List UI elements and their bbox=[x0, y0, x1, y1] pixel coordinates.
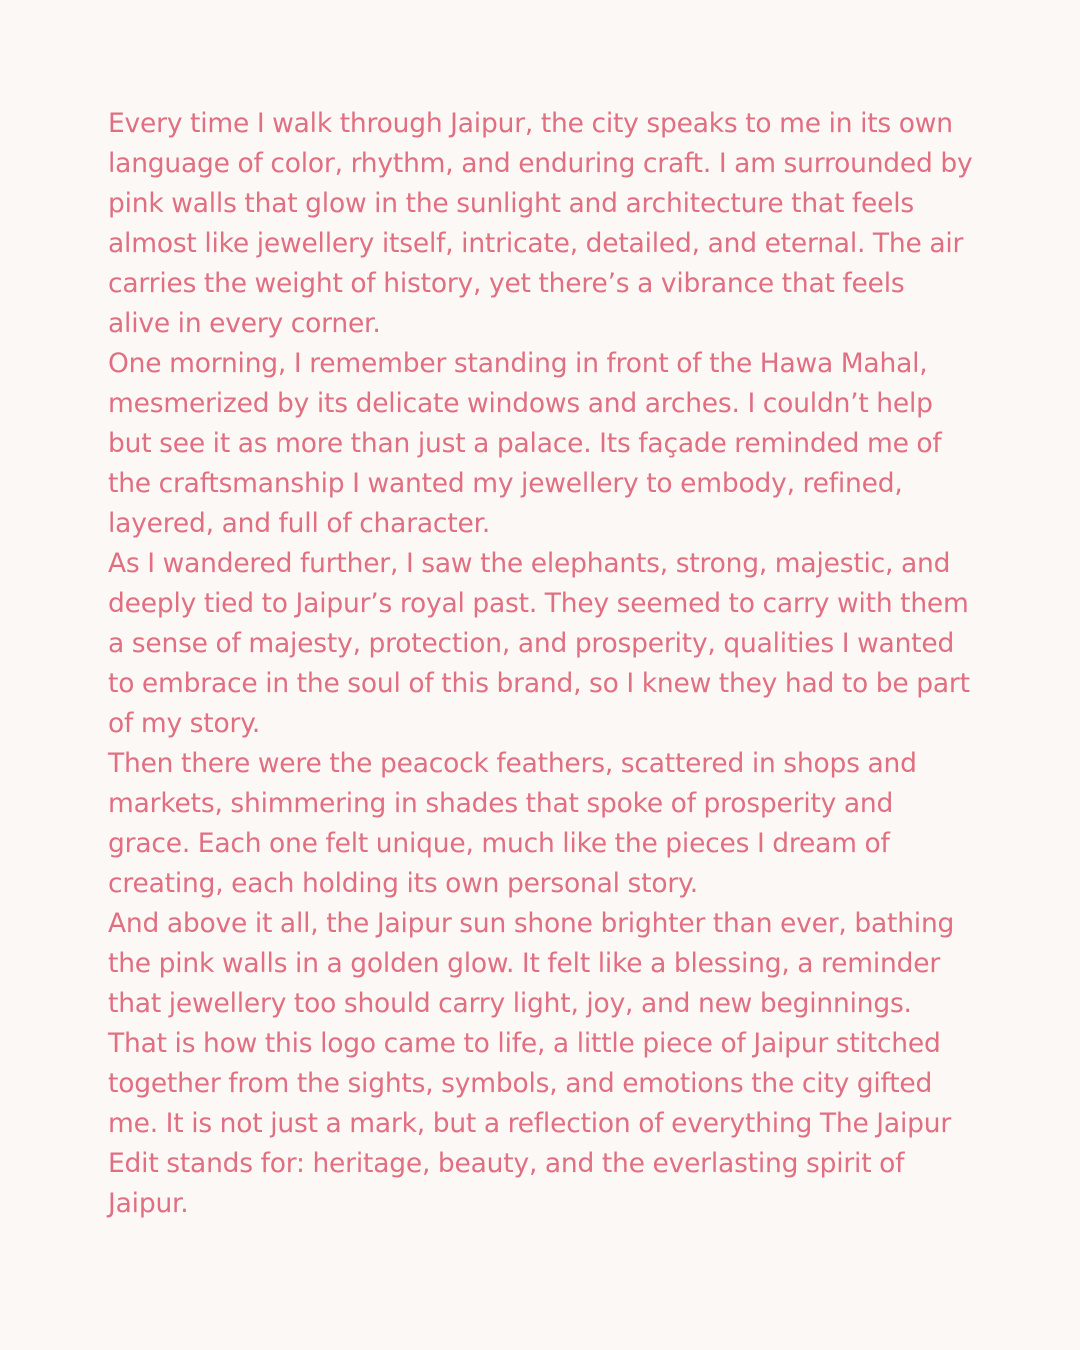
story-paragraph-3: As I wandered further, I saw the elephants, strong, majestic, and deeply tied to Jaipur’s royal past. They seemed to carry with them a sense of majesty, protection, and prosperity, qualities I wanted to embrace in the soul of this brand, so I knew they had to be part of my story. bbox=[108, 548, 970, 739]
story-paragraph-2: One morning, I remember standing in front of the Hawa Mahal, mesmerized by its delicate windows and arches. I couldn’t help but see it as more than just a palace. Its façade reminded me of the craftsmanship I wanted my jewellery to embody, refined, layered, and full of character. bbox=[108, 348, 942, 539]
story-paragraph-5: And above it all, the Jaipur sun shone brighter than ever, bathing the pink walls in a golden glow. It felt like a blessing, a reminder that jewellery too should carry light, joy, and new beginnings. bbox=[108, 908, 955, 1019]
story-text bbox=[108, 104, 974, 1224]
story-paragraph-1: Every time I walk through Jaipur, the city speaks to me in its own language of color, rhythm, and enduring craft. I am surrounded by pink walls that glow in the sunlight and architecture that feels almost like jewellery itself, intricate, detailed, and eternal. The air carries the weight of history, yet there’s a vibrance that feels alive in every corner. bbox=[108, 108, 973, 339]
story-paragraph-4: Then there were the peacock feathers, scattered in shops and markets, shimmering in shades that spoke of prosperity and grace. Each one felt unique, much like the pieces I dream of creating, each holding its own personal story. bbox=[108, 748, 917, 899]
story-paragraph-6: That is how this logo came to life, a little piece of Jaipur stitched together from the sights, symbols, and emotions the city gifted me. It is not just a mark, but a reflection of everything The Jaipur Edit stands for: heritage, beauty, and the everlasting spirit of Jaipur. bbox=[108, 1028, 952, 1219]
